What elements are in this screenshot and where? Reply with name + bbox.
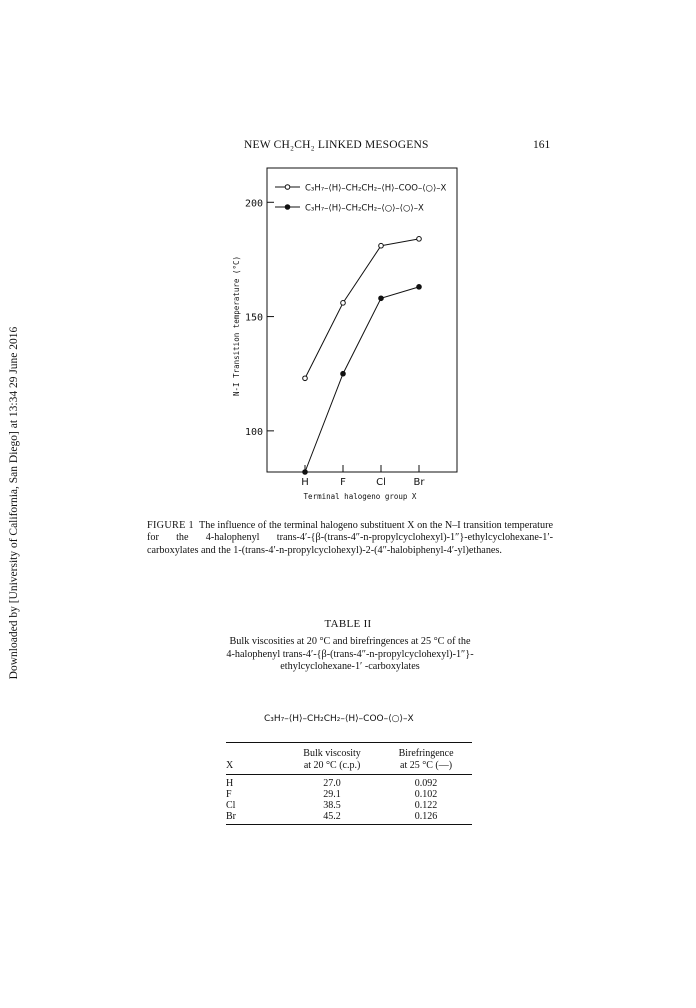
legend-marker-series-1 xyxy=(285,185,290,190)
x-tick-label: H xyxy=(301,477,309,488)
cell-x: F xyxy=(226,789,232,800)
y-tick-label: 100 xyxy=(244,426,263,438)
cell-birefringence: 0.126 xyxy=(414,811,438,822)
cell-x: H xyxy=(226,778,234,789)
cell-viscosity: 27.0 xyxy=(323,778,341,789)
series-2-point xyxy=(417,285,422,290)
running-head: NEW CH₂CH₂ LINKED MESOGENS xyxy=(244,139,429,151)
series-2-point xyxy=(303,470,308,475)
cell-birefringence: 0.102 xyxy=(414,789,438,800)
legend-label-series-1: C₃H₇–⟨H⟩–CH₂CH₂–⟨H⟩–COO–⟨○⟩–X xyxy=(305,183,447,194)
x-tick-label: F xyxy=(340,477,346,488)
figure-caption-label: FIGURE 1 xyxy=(147,520,194,531)
table-header-row xyxy=(226,743,472,775)
structure-formula-text: C₃H₇–⟨H⟩–CH₂CH₂–⟨H⟩–COO–⟨○⟩–X xyxy=(264,714,414,724)
table-row xyxy=(226,775,472,790)
header-x: X xyxy=(226,743,284,775)
cell-x: Cl xyxy=(226,800,236,811)
cell-x: Br xyxy=(226,811,236,822)
page-number: 161 xyxy=(533,139,551,151)
header-viscosity-line1: Bulk viscosity xyxy=(303,748,361,759)
header-viscosity xyxy=(284,743,380,775)
series-2-point xyxy=(379,296,384,301)
header-viscosity-line2: at 20 °C (c.p.) xyxy=(303,760,361,771)
figure-caption xyxy=(147,520,553,557)
figure-caption-text: The influence of the terminal halogeno substituent X on the N–I transition temperature for the 4-halophenyl trans-4′-{β-(trans-4″-n-propylcyclohexyl)-1″}-ethylcyclohexane-1′-carboxylates and the 1-(trans-4′-n-propylcyclohexyl)-2-(4″-halobiphenyl-4′-yl)ethanes. xyxy=(147,520,553,556)
series-1-point xyxy=(417,237,422,242)
legend-label-series-2: C₃H₇–⟨H⟩–CH₂CH₂–⟨○⟩–⟨○⟩–X xyxy=(305,203,424,214)
y-tick-label: 200 xyxy=(244,198,263,210)
header-birefringence-line2: at 25 °C (—) xyxy=(400,760,453,771)
series-2-line xyxy=(305,287,419,472)
cell-viscosity: 38.5 xyxy=(323,800,341,811)
x-axis-title: Terminal halogeno group X xyxy=(303,492,417,501)
table-row xyxy=(226,800,472,811)
series-1-line xyxy=(305,239,419,378)
legend-marker-series-2 xyxy=(285,205,290,210)
cell-viscosity: 29.1 xyxy=(323,789,341,800)
download-watermark: Downloaded by [University of California, San Diego] at 13:34 29 June 2016 xyxy=(8,326,20,680)
table-row xyxy=(226,811,472,824)
plot-area xyxy=(245,168,457,488)
cell-viscosity: 45.2 xyxy=(323,811,341,822)
series-2-point xyxy=(341,371,346,376)
header-birefringence-line1: Birefringence xyxy=(398,748,454,759)
chart-legend xyxy=(275,184,447,214)
plot-frame xyxy=(267,168,457,472)
series-1-point xyxy=(379,243,384,248)
x-tick-label: Cl xyxy=(376,477,386,488)
x-tick-label: Br xyxy=(413,477,425,488)
table-structure-formula xyxy=(264,708,464,728)
header-birefringence xyxy=(380,743,472,775)
cell-birefringence: 0.092 xyxy=(414,778,438,789)
table-caption: Bulk viscosities at 20 °C and birefringences at 25 °C of the 4-halophenyl trans-4′-{β-(trans-4″-n-propylcyclohexyl)-1″}-ethylcyclohexane-1′ -carboxylates xyxy=(226,636,474,672)
y-axis-title: N-I Transition temperature (°C) xyxy=(232,256,241,396)
table-title: TABLE II xyxy=(324,618,372,630)
series-1-point xyxy=(341,301,346,306)
series-1-point xyxy=(303,376,308,381)
data-table xyxy=(226,742,472,825)
table-row xyxy=(226,789,472,800)
y-tick-label: 150 xyxy=(244,312,263,324)
cell-birefringence: 0.122 xyxy=(414,800,438,811)
